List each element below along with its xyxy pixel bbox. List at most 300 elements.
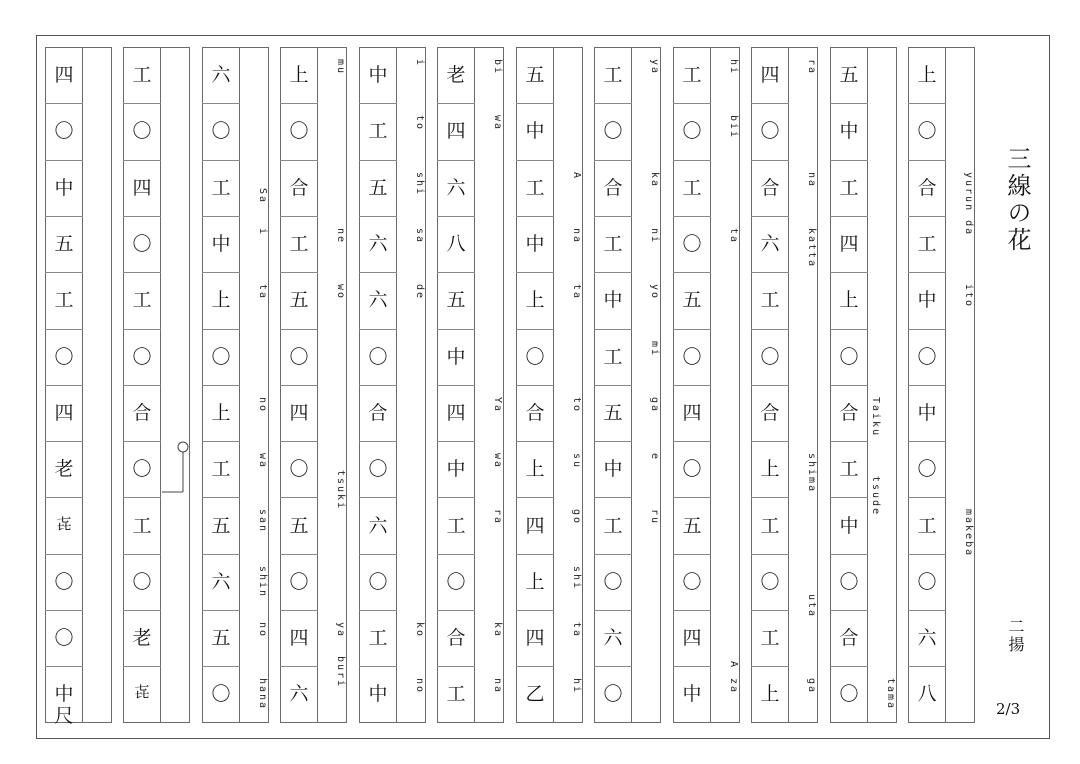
kunkunshi-note: 合 [839, 627, 859, 649]
cell-divider [45, 610, 83, 611]
lyric-romaji: katta [806, 228, 817, 269]
kunkunshi-note: 五 [603, 402, 623, 424]
cell-divider [202, 329, 240, 330]
lyric-romaji: no [257, 622, 268, 639]
cell-divider [516, 160, 554, 161]
kunkunshi-note: 㐂 [134, 683, 150, 701]
cell-divider [359, 272, 397, 273]
kunkunshi-note: 五 [525, 64, 545, 86]
cell-divider [202, 554, 240, 555]
cell-divider [516, 103, 554, 104]
cell-divider [123, 216, 161, 217]
kunkunshi-note: 六 [917, 627, 937, 649]
cell-divider [673, 497, 711, 498]
kunkunshi-note: 〇 [917, 120, 937, 142]
kunkunshi-note: 五 [289, 515, 309, 537]
lyric-romaji: ka [492, 622, 503, 639]
kunkunshi-note: 中 [839, 515, 859, 537]
kunkunshi-note: 〇 [682, 120, 702, 142]
kunkunshi-note: 中 [368, 64, 388, 86]
kunkunshi-note: 合 [760, 402, 780, 424]
lyric-romaji: wa [492, 115, 503, 132]
lyric-romaji: ga [649, 397, 660, 414]
cell-divider [594, 216, 632, 217]
cell-divider [45, 216, 83, 217]
kunkunshi-note: 六 [368, 515, 388, 537]
cell-divider [123, 666, 161, 667]
lyric-cells [711, 47, 740, 723]
lyric-romaji: no [414, 678, 425, 695]
cell-divider [280, 160, 318, 161]
kunkunshi-note: 老 [132, 627, 152, 649]
cell-divider [202, 160, 240, 161]
cell-divider [280, 441, 318, 442]
kunkunshi-note: 五 [368, 177, 388, 199]
kunkunshi-note: 五 [682, 515, 702, 537]
kunkunshi-note: 八 [446, 233, 466, 255]
cell-divider [830, 441, 868, 442]
kunkunshi-note: 工 [446, 515, 466, 537]
cell-divider [751, 272, 789, 273]
cell-divider [751, 160, 789, 161]
cell-divider [673, 103, 711, 104]
lyric-romaji: ya [649, 59, 660, 76]
cell-divider [359, 160, 397, 161]
kunkunshi-note: 〇 [839, 346, 859, 368]
lyric-romaji: i [257, 228, 268, 237]
cell-divider [516, 329, 554, 330]
kunkunshi-note: 中 [446, 458, 466, 480]
kunkunshi-note: 工 [839, 177, 859, 199]
cell-divider [516, 554, 554, 555]
kunkunshi-note-extra: 尺 [54, 705, 74, 728]
kunkunshi-note: 四 [132, 177, 152, 199]
lyric-romaji: tsuki [335, 470, 346, 511]
cell-divider [516, 441, 554, 442]
lyric-cells [946, 47, 975, 723]
kunkunshi-note: 四 [54, 64, 74, 86]
lyric-romaji: hi [571, 678, 582, 695]
kunkunshi-note: 工 [603, 64, 623, 86]
lyric-romaji: Ya [492, 397, 503, 414]
cell-divider [280, 497, 318, 498]
kunkunshi-note: 工 [368, 120, 388, 142]
kunkunshi-note: 〇 [289, 458, 309, 480]
kunkunshi-note: 六 [211, 571, 231, 593]
kunkunshi-note: 工 [682, 177, 702, 199]
lyric-romaji: shima [806, 453, 817, 494]
cell-divider [359, 329, 397, 330]
kunkunshi-note: 〇 [211, 683, 231, 705]
cell-divider [908, 103, 946, 104]
lyric-romaji: shi [571, 566, 582, 591]
kunkunshi-note: 上 [525, 571, 545, 593]
kunkunshi-note: 四 [525, 627, 545, 649]
lyric-romaji: to [571, 397, 582, 414]
cell-divider [359, 103, 397, 104]
lyric-romaji: buri [335, 656, 346, 689]
kunkunshi-note: 上 [211, 289, 231, 311]
song-title: 三線の花 [1003, 146, 1031, 254]
kunkunshi-note: 〇 [132, 120, 152, 142]
kunkunshi-note: 六 [446, 177, 466, 199]
kunkunshi-note: 工 [368, 627, 388, 649]
kunkunshi-note: 六 [368, 289, 388, 311]
lyric-romaji: ru [649, 509, 660, 526]
lyric-romaji: yurun da [963, 172, 974, 237]
cell-divider [673, 385, 711, 386]
kunkunshi-note: 〇 [132, 571, 152, 593]
cell-divider [830, 272, 868, 273]
kunkunshi-note: 工 [446, 683, 466, 705]
kunkunshi-note: 〇 [603, 683, 623, 705]
lyric-romaji: hana [257, 678, 268, 711]
kunkunshi-note: 四 [839, 233, 859, 255]
cell-divider [359, 610, 397, 611]
kunkunshi-note: 上 [839, 289, 859, 311]
cell-divider [673, 554, 711, 555]
lyric-cells [83, 47, 112, 723]
lyric-romaji: no [257, 397, 268, 414]
cell-divider [45, 272, 83, 273]
lyric-cells [868, 47, 897, 723]
page-number: 2/3 [996, 700, 1021, 718]
lyric-romaji: hi [728, 59, 739, 76]
kunkunshi-note: 〇 [839, 571, 859, 593]
cell-divider [594, 666, 632, 667]
kunkunshi-note: 〇 [368, 571, 388, 593]
kunkunshi-note: 合 [839, 402, 859, 424]
kunkunshi-note: 中 [446, 346, 466, 368]
kunkunshi-note: 〇 [682, 233, 702, 255]
cell-divider [751, 554, 789, 555]
kunkunshi-note: 中 [917, 402, 937, 424]
lyric-romaji: ra [806, 59, 817, 76]
kunkunshi-note: 〇 [211, 120, 231, 142]
kunkunshi-note: 上 [525, 289, 545, 311]
kunkunshi-note: 工 [132, 515, 152, 537]
technique-label: 二揚 [1006, 618, 1025, 654]
kunkunshi-note: 四 [446, 402, 466, 424]
kunkunshi-note: 四 [682, 627, 702, 649]
cell-divider [594, 554, 632, 555]
kunkunshi-note: 六 [760, 233, 780, 255]
cell-divider [908, 272, 946, 273]
lyric-romaji: su [571, 453, 582, 470]
kunkunshi-note: 工 [760, 515, 780, 537]
kunkunshi-note: 上 [289, 64, 309, 86]
kunkunshi-note: 五 [839, 64, 859, 86]
cell-divider [359, 497, 397, 498]
kunkunshi-note: 中 [603, 458, 623, 480]
cell-divider [123, 441, 161, 442]
cell-divider [280, 554, 318, 555]
kunkunshi-note: 〇 [760, 571, 780, 593]
cell-divider [437, 554, 475, 555]
kunkunshi-note: 工 [132, 289, 152, 311]
cell-divider [908, 329, 946, 330]
kunkunshi-note: 〇 [54, 627, 74, 649]
kunkunshi-note: 工 [54, 289, 74, 311]
lyric-romaji: A [728, 661, 739, 670]
lyric-romaji: bii [728, 115, 739, 140]
kunkunshi-note: 〇 [760, 120, 780, 142]
cell-divider [45, 441, 83, 442]
cell-divider [751, 103, 789, 104]
cell-divider [123, 610, 161, 611]
tie-mark [160, 440, 194, 496]
kunkunshi-note: 中 [368, 683, 388, 705]
lyric-romaji: ne [335, 228, 346, 245]
kunkunshi-note: 中 [682, 683, 702, 705]
cell-divider [437, 329, 475, 330]
cell-divider [830, 216, 868, 217]
cell-divider [673, 160, 711, 161]
kunkunshi-note: 〇 [211, 346, 231, 368]
kunkunshi-note: 工 [603, 233, 623, 255]
kunkunshi-note: 工 [917, 515, 937, 537]
kunkunshi-note: 〇 [682, 571, 702, 593]
cell-divider [594, 329, 632, 330]
cell-divider [830, 666, 868, 667]
kunkunshi-note: 〇 [603, 120, 623, 142]
kunkunshi-note: 八 [917, 683, 937, 705]
cell-divider [202, 103, 240, 104]
kunkunshi-note: 〇 [54, 571, 74, 593]
kunkunshi-note: 〇 [525, 346, 545, 368]
lyric-romaji: sa [414, 228, 425, 245]
kunkunshi-note: 工 [682, 64, 702, 86]
kunkunshi-note: 工 [132, 64, 152, 86]
lyric-romaji: ga [806, 678, 817, 695]
lyric-romaji: uta [806, 594, 817, 619]
cell-divider [359, 385, 397, 386]
cell-divider [437, 216, 475, 217]
kunkunshi-note: 合 [132, 402, 152, 424]
lyric-romaji: tsude [870, 476, 881, 517]
kunkunshi-note: 〇 [917, 571, 937, 593]
lyric-romaji: ra [492, 509, 503, 526]
kunkunshi-note: 五 [289, 289, 309, 311]
cell-divider [280, 610, 318, 611]
kunkunshi-note: 合 [760, 177, 780, 199]
cell-divider [202, 497, 240, 498]
kunkunshi-note: 中 [917, 289, 937, 311]
cell-divider [594, 610, 632, 611]
kunkunshi-note: 工 [603, 515, 623, 537]
kunkunshi-note: 五 [446, 289, 466, 311]
kunkunshi-note: 老 [446, 64, 466, 86]
lyric-cells [789, 47, 818, 723]
lyric-romaji: i [414, 59, 425, 68]
cell-divider [830, 160, 868, 161]
cell-divider [516, 497, 554, 498]
kunkunshi-note: 工 [917, 233, 937, 255]
kunkunshi-note: 〇 [368, 458, 388, 480]
lyric-romaji: na [571, 228, 582, 245]
lyric-romaji: go [571, 509, 582, 526]
kunkunshi-note: 四 [760, 64, 780, 86]
lyric-romaji: ta [571, 284, 582, 301]
kunkunshi-note: 工 [211, 177, 231, 199]
kunkunshi-note: 合 [446, 627, 466, 649]
cell-divider [908, 497, 946, 498]
cell-divider [830, 103, 868, 104]
cell-divider [830, 385, 868, 386]
cell-divider [45, 554, 83, 555]
lyric-cells [161, 47, 190, 723]
lyric-romaji: na [492, 678, 503, 695]
cell-divider [123, 554, 161, 555]
cell-divider [751, 497, 789, 498]
kunkunshi-note: 五 [682, 289, 702, 311]
cell-divider [594, 160, 632, 161]
kunkunshi-note: 合 [525, 402, 545, 424]
cell-divider [673, 610, 711, 611]
kunkunshi-note: 合 [289, 177, 309, 199]
cell-divider [908, 610, 946, 611]
cell-divider [123, 385, 161, 386]
cell-divider [437, 272, 475, 273]
cell-divider [830, 610, 868, 611]
cell-divider [123, 272, 161, 273]
lyric-romaji: ito [963, 284, 974, 309]
lyric-cells [632, 47, 661, 723]
cell-divider [673, 666, 711, 667]
cell-divider [123, 329, 161, 330]
kunkunshi-note: 六 [211, 64, 231, 86]
kunkunshi-note: 上 [917, 64, 937, 86]
kunkunshi-note: 〇 [446, 571, 466, 593]
kunkunshi-note: 工 [760, 289, 780, 311]
cell-divider [437, 610, 475, 611]
lyric-romaji: ko [414, 622, 425, 639]
cell-divider [280, 329, 318, 330]
cell-divider [594, 497, 632, 498]
cell-divider [45, 385, 83, 386]
cell-divider [45, 329, 83, 330]
lyric-romaji: wo [335, 284, 346, 301]
kunkunshi-note: 乙 [525, 683, 545, 705]
kunkunshi-note: 上 [760, 683, 780, 705]
cell-divider [123, 160, 161, 161]
kunkunshi-note: 〇 [54, 346, 74, 368]
cell-divider [516, 385, 554, 386]
lyric-romaji: makeba [963, 509, 974, 558]
cell-divider [280, 272, 318, 273]
cell-divider [45, 666, 83, 667]
cell-divider [45, 497, 83, 498]
lyric-romaji: ya [335, 622, 346, 639]
lyric-romaji: yo [649, 284, 660, 301]
cell-divider [673, 216, 711, 217]
cell-divider [202, 441, 240, 442]
kunkunshi-note: 工 [760, 627, 780, 649]
kunkunshi-note: 〇 [289, 571, 309, 593]
kunkunshi-note: 合 [917, 177, 937, 199]
cell-divider [202, 610, 240, 611]
kunkunshi-note: 五 [54, 233, 74, 255]
kunkunshi-note: 中 [54, 683, 74, 705]
kunkunshi-note: 中 [525, 233, 545, 255]
kunkunshi-note: 工 [211, 458, 231, 480]
cell-divider [280, 216, 318, 217]
kunkunshi-note: 中 [839, 120, 859, 142]
lyric-romaji: mu [335, 59, 346, 76]
cell-divider [751, 385, 789, 386]
kunkunshi-note: 〇 [682, 458, 702, 480]
kunkunshi-note: 工 [603, 346, 623, 368]
cell-divider [673, 329, 711, 330]
kunkunshi-note: 四 [289, 627, 309, 649]
kunkunshi-note: 〇 [603, 571, 623, 593]
cell-divider [516, 666, 554, 667]
kunkunshi-note: 工 [839, 458, 859, 480]
cell-divider [437, 497, 475, 498]
lyric-romaji: mi [649, 341, 660, 358]
lyric-romaji: na [806, 172, 817, 189]
lyric-romaji: Sa [257, 188, 268, 205]
cell-divider [594, 272, 632, 273]
kunkunshi-note: 〇 [368, 346, 388, 368]
lyric-romaji: ka [649, 172, 660, 189]
cell-divider [437, 441, 475, 442]
cell-divider [751, 610, 789, 611]
cell-divider [751, 666, 789, 667]
lyric-romaji: ta [571, 622, 582, 639]
kunkunshi-note: 中 [525, 120, 545, 142]
cell-divider [437, 160, 475, 161]
kunkunshi-note: 四 [54, 402, 74, 424]
kunkunshi-note: 六 [368, 233, 388, 255]
kunkunshi-note: 合 [368, 402, 388, 424]
kunkunshi-note: 合 [603, 177, 623, 199]
cell-divider [751, 216, 789, 217]
lyric-romaji: tama [885, 678, 896, 711]
kunkunshi-note: 工 [525, 177, 545, 199]
lyric-romaji: e [649, 453, 660, 462]
cell-divider [280, 666, 318, 667]
kunkunshi-note: 中 [54, 177, 74, 199]
lyric-romaji: Taiku [870, 397, 881, 438]
cell-divider [202, 666, 240, 667]
cell-divider [280, 385, 318, 386]
cell-divider [123, 103, 161, 104]
cell-divider [908, 160, 946, 161]
lyric-romaji: ta [257, 284, 268, 301]
cell-divider [908, 554, 946, 555]
kunkunshi-note: 六 [289, 683, 309, 705]
kunkunshi-note: 六 [603, 627, 623, 649]
kunkunshi-note: 五 [211, 515, 231, 537]
kunkunshi-note: 〇 [132, 346, 152, 368]
cell-divider [516, 272, 554, 273]
kunkunshi-note: 上 [525, 458, 545, 480]
lyric-romaji: san [257, 509, 268, 534]
kunkunshi-note: 上 [760, 458, 780, 480]
cell-divider [830, 329, 868, 330]
cell-divider [594, 103, 632, 104]
kunkunshi-note: 〇 [917, 458, 937, 480]
kunkunshi-note: 〇 [54, 120, 74, 142]
cell-divider [673, 441, 711, 442]
cell-divider [123, 497, 161, 498]
kunkunshi-note: 㐂 [56, 515, 72, 533]
lyric-romaji: shin [257, 566, 268, 599]
cell-divider [437, 666, 475, 667]
kunkunshi-note: 上 [211, 402, 231, 424]
cell-divider [830, 497, 868, 498]
